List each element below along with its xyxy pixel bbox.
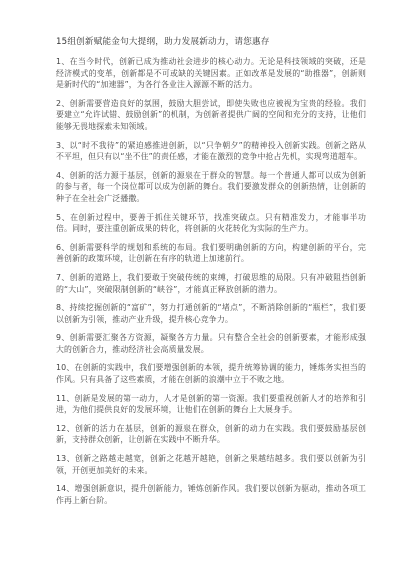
- paragraph-5: 5、在创新过程中，要善于抓住关键环节，找准突破点。只有精准发力，才能事半功倍。同时，要注重创新成果的转化，将创新的火花转化为实际的生产力。: [56, 212, 366, 234]
- paragraph-3: 3、以“时不我待”的紧迫感推进创新，以“只争朝夕”的精神投入创新实践。创新之路从不平坦，但只有以“坐不住”的责任感，才能在激烈的竞争中抢占先机，实现弯道超车。: [56, 140, 366, 162]
- paragraph-11: 11、创新是发展的第一动力，人才是创新的第一资源。我们要重视创新人才的培养和引进，为他们提供良好的发展环境，让他们在创新的舞台上大展身手。: [56, 393, 366, 415]
- paragraph-13: 13、创新之路越走越宽，创新之花越开越艳，创新之果越结越多。我们要以创新为引领，开创更加美好的未来。: [56, 454, 366, 475]
- paragraph-14: 14、增强创新意识，提升创新能力，锤炼创新作风。我们要以创新为驱动，推动各项工作再上新台阶。: [56, 484, 366, 505]
- paragraph-2: 2、创新需要营造良好的氛围，鼓励大胆尝试，即使失败也应被视为宝贵的经验。我们要建立“允许试错、鼓励创新”的机制，为创新者提供广阔的空间和充分的支持，让他们能够无畏地探索未知领域。: [56, 98, 366, 131]
- paragraph-8: 8、持续挖掘创新的“富矿”，努力打通创新的“堵点”，不断消除创新的“瓶栏”，我们要以创新为引领，推动产业升级，提升核心竞争力。: [56, 303, 366, 324]
- paragraph-4: 4、创新的活力源于基层，创新的源泉在于群众的智慧。每一个普通人都可以成为创新的参与者，每一个岗位都可以成为创新的舞台。我们要激发群众的创新热情，让创新的种子在全社会广泛播撒。: [56, 170, 366, 203]
- document-title: 15组创新赋能金句大提纲，助力发展新动力，请您惠存: [56, 37, 270, 47]
- paragraph-1: 1、在当今时代，创新已成为推动社会进步的核心动力。无论是科技领域的突破，还是经济模式的变革，创新都是不可或缺的关键因素。正如改革是发展的“助推器”，创新则是新时代的“加速器”，为各行各业注入源源不断的活力。: [56, 57, 366, 90]
- paragraph-9: 9、创新需要汇聚各方资源，凝聚各方力量。只有整合全社会的创新要素，才能形成强大的创新合力，推动经济社会高质量发展。: [56, 333, 366, 354]
- paragraph-7: 7、创新的道路上，我们要敢于突破传统的束缚，打破思维的局限。只有冲破阻挡创新的“大山”，突破限制创新的“峡谷”，才能真正释放创新的潜力。: [56, 272, 366, 294]
- paragraph-10: 10、在创新的实践中，我们要增强创新的本领，提升统筹协调的能力，锤炼务实担当的作风。只有具备了这些素质，才能在创新的浪潮中立于不败之地。: [56, 363, 366, 385]
- paragraph-6: 6、创新需要科学的规划和系统的布局。我们要明确创新的方向，构建创新的平台，完善创新的政策环境，让创新在有序的轨道上加速前行。: [56, 242, 366, 264]
- paragraph-12: 12、创新的活力在基层，创新的源泉在群众，创新的动力在实践。我们要鼓励基层创新，支持群众创新，让创新在实践中不断升华。: [56, 423, 366, 445]
